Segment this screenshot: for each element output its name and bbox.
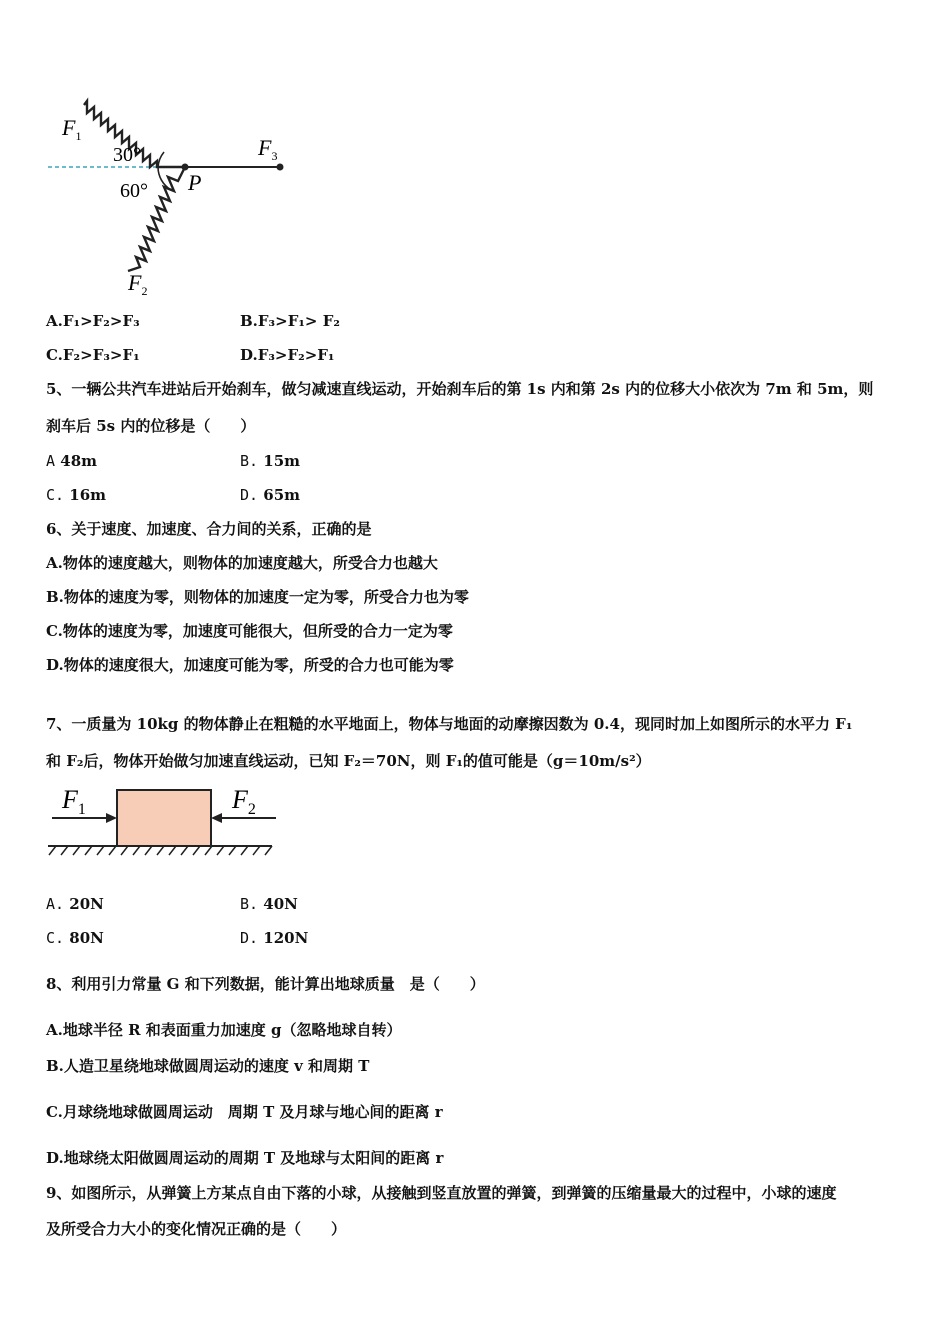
q7-option-d[interactable]: D. 120N [240, 929, 309, 947]
q8-option-d[interactable]: D.地球绕太阳做圆周运动的周期 T 及地球与太阳间的距离 r [46, 1149, 444, 1167]
q4-option-d[interactable]: D.F₃>F₂>F₁ [240, 346, 335, 364]
label-block-f1: $F_1$ [62, 785, 86, 818]
q5-option-c[interactable]: C. 16m [46, 486, 107, 504]
q6-stem: 6、关于速度、加速度、合力间的关系，正确的是 [46, 520, 372, 538]
block [117, 790, 211, 846]
q8-stem: 8、利用引力常量 G 和下列数据，能计算出地球质量 是（ ） [46, 975, 485, 993]
q7-stem-line1: 7、一质量为 10kg 的物体静止在粗糙的水平地面上，物体与地面的动摩擦因数为 0.4，现同时加上如图所示的水平力 F₁ [46, 715, 853, 733]
ground-hatching [49, 846, 272, 855]
q6-option-a[interactable]: A.物体的速度越大，则物体的加速度越大，所受合力也越大 [46, 554, 438, 572]
q9-stem-line1: 9、如图所示，从弹簧上方某点自由下落的小球，从接触到竖直放置的弹簧，到弹簧的压缩量最大的过程中，小球的速度 [46, 1184, 837, 1202]
q5-option-b[interactable]: B. 15m [240, 452, 301, 470]
q5-stem-line2: 刹车后 5s 内的位移是（ ） [46, 417, 256, 435]
block-force-diagram [44, 780, 284, 860]
label-angle-60: 60° [120, 180, 148, 202]
label-f2: $F_2$ [128, 270, 148, 298]
angle-arc-30 [158, 152, 164, 167]
q7-option-c[interactable]: C. 80N [46, 929, 104, 947]
label-f3: $F_3$ [258, 135, 278, 163]
q8-option-a[interactable]: A.地球半径 R 和表面重力加速度 g（忽略地球自转） [46, 1021, 402, 1039]
arrow-f2-head [211, 813, 222, 823]
q5-option-d[interactable]: D. 65m [240, 486, 301, 504]
label-block-f2: $F_2$ [232, 785, 256, 818]
q8-option-b[interactable]: B.人造卫星绕地球做圆周运动的速度 v 和周期 T [46, 1057, 370, 1075]
label-angle-30: 30° [113, 144, 141, 166]
q4-option-a[interactable]: A.F₁>F₂>F₃ [46, 312, 140, 330]
f3-end-dot [277, 164, 284, 171]
q7-option-a[interactable]: A. 20N [46, 895, 104, 913]
q8-option-c[interactable]: C.月球绕地球做圆周运动 周期 T 及月球与地心间的距离 r [46, 1103, 443, 1121]
q7-stem-line2: 和 F₂后，物体开始做匀加速直线运动，已知 F₂＝70N，则 F₁的值可能是（g＝10m/s²） [46, 752, 651, 770]
q5-option-a[interactable]: A 48m [46, 452, 98, 470]
q6-option-d[interactable]: D.物体的速度很大，加速度可能为零，所受的合力也可能为零 [46, 656, 454, 674]
force-diagram-p [40, 95, 310, 305]
q9-stem-line2: 及所受合力大小的变化情况正确的是（ ） [46, 1220, 347, 1238]
arrow-f1-head [106, 813, 117, 823]
q6-option-c[interactable]: C.物体的速度为零，加速度可能很大，但所受的合力一定为零 [46, 622, 453, 640]
q5-stem-line1: 5、一辆公共汽车进站后开始刹车，做匀减速直线运动，开始刹车后的第 1s 内和第 2s 内的位移大小依次为 7m 和 5m，则 [46, 380, 874, 398]
q4-option-b[interactable]: B.F₃>F₁> F₂ [240, 312, 340, 330]
q7-option-b[interactable]: B. 40N [240, 895, 298, 913]
q4-option-c[interactable]: C.F₂>F₃>F₁ [46, 346, 140, 364]
label-f1: $F_1$ [62, 115, 82, 143]
label-p: P [188, 170, 202, 195]
q6-option-b[interactable]: B.物体的速度为零，则物体的加速度一定为零，所受合力也为零 [46, 588, 469, 606]
